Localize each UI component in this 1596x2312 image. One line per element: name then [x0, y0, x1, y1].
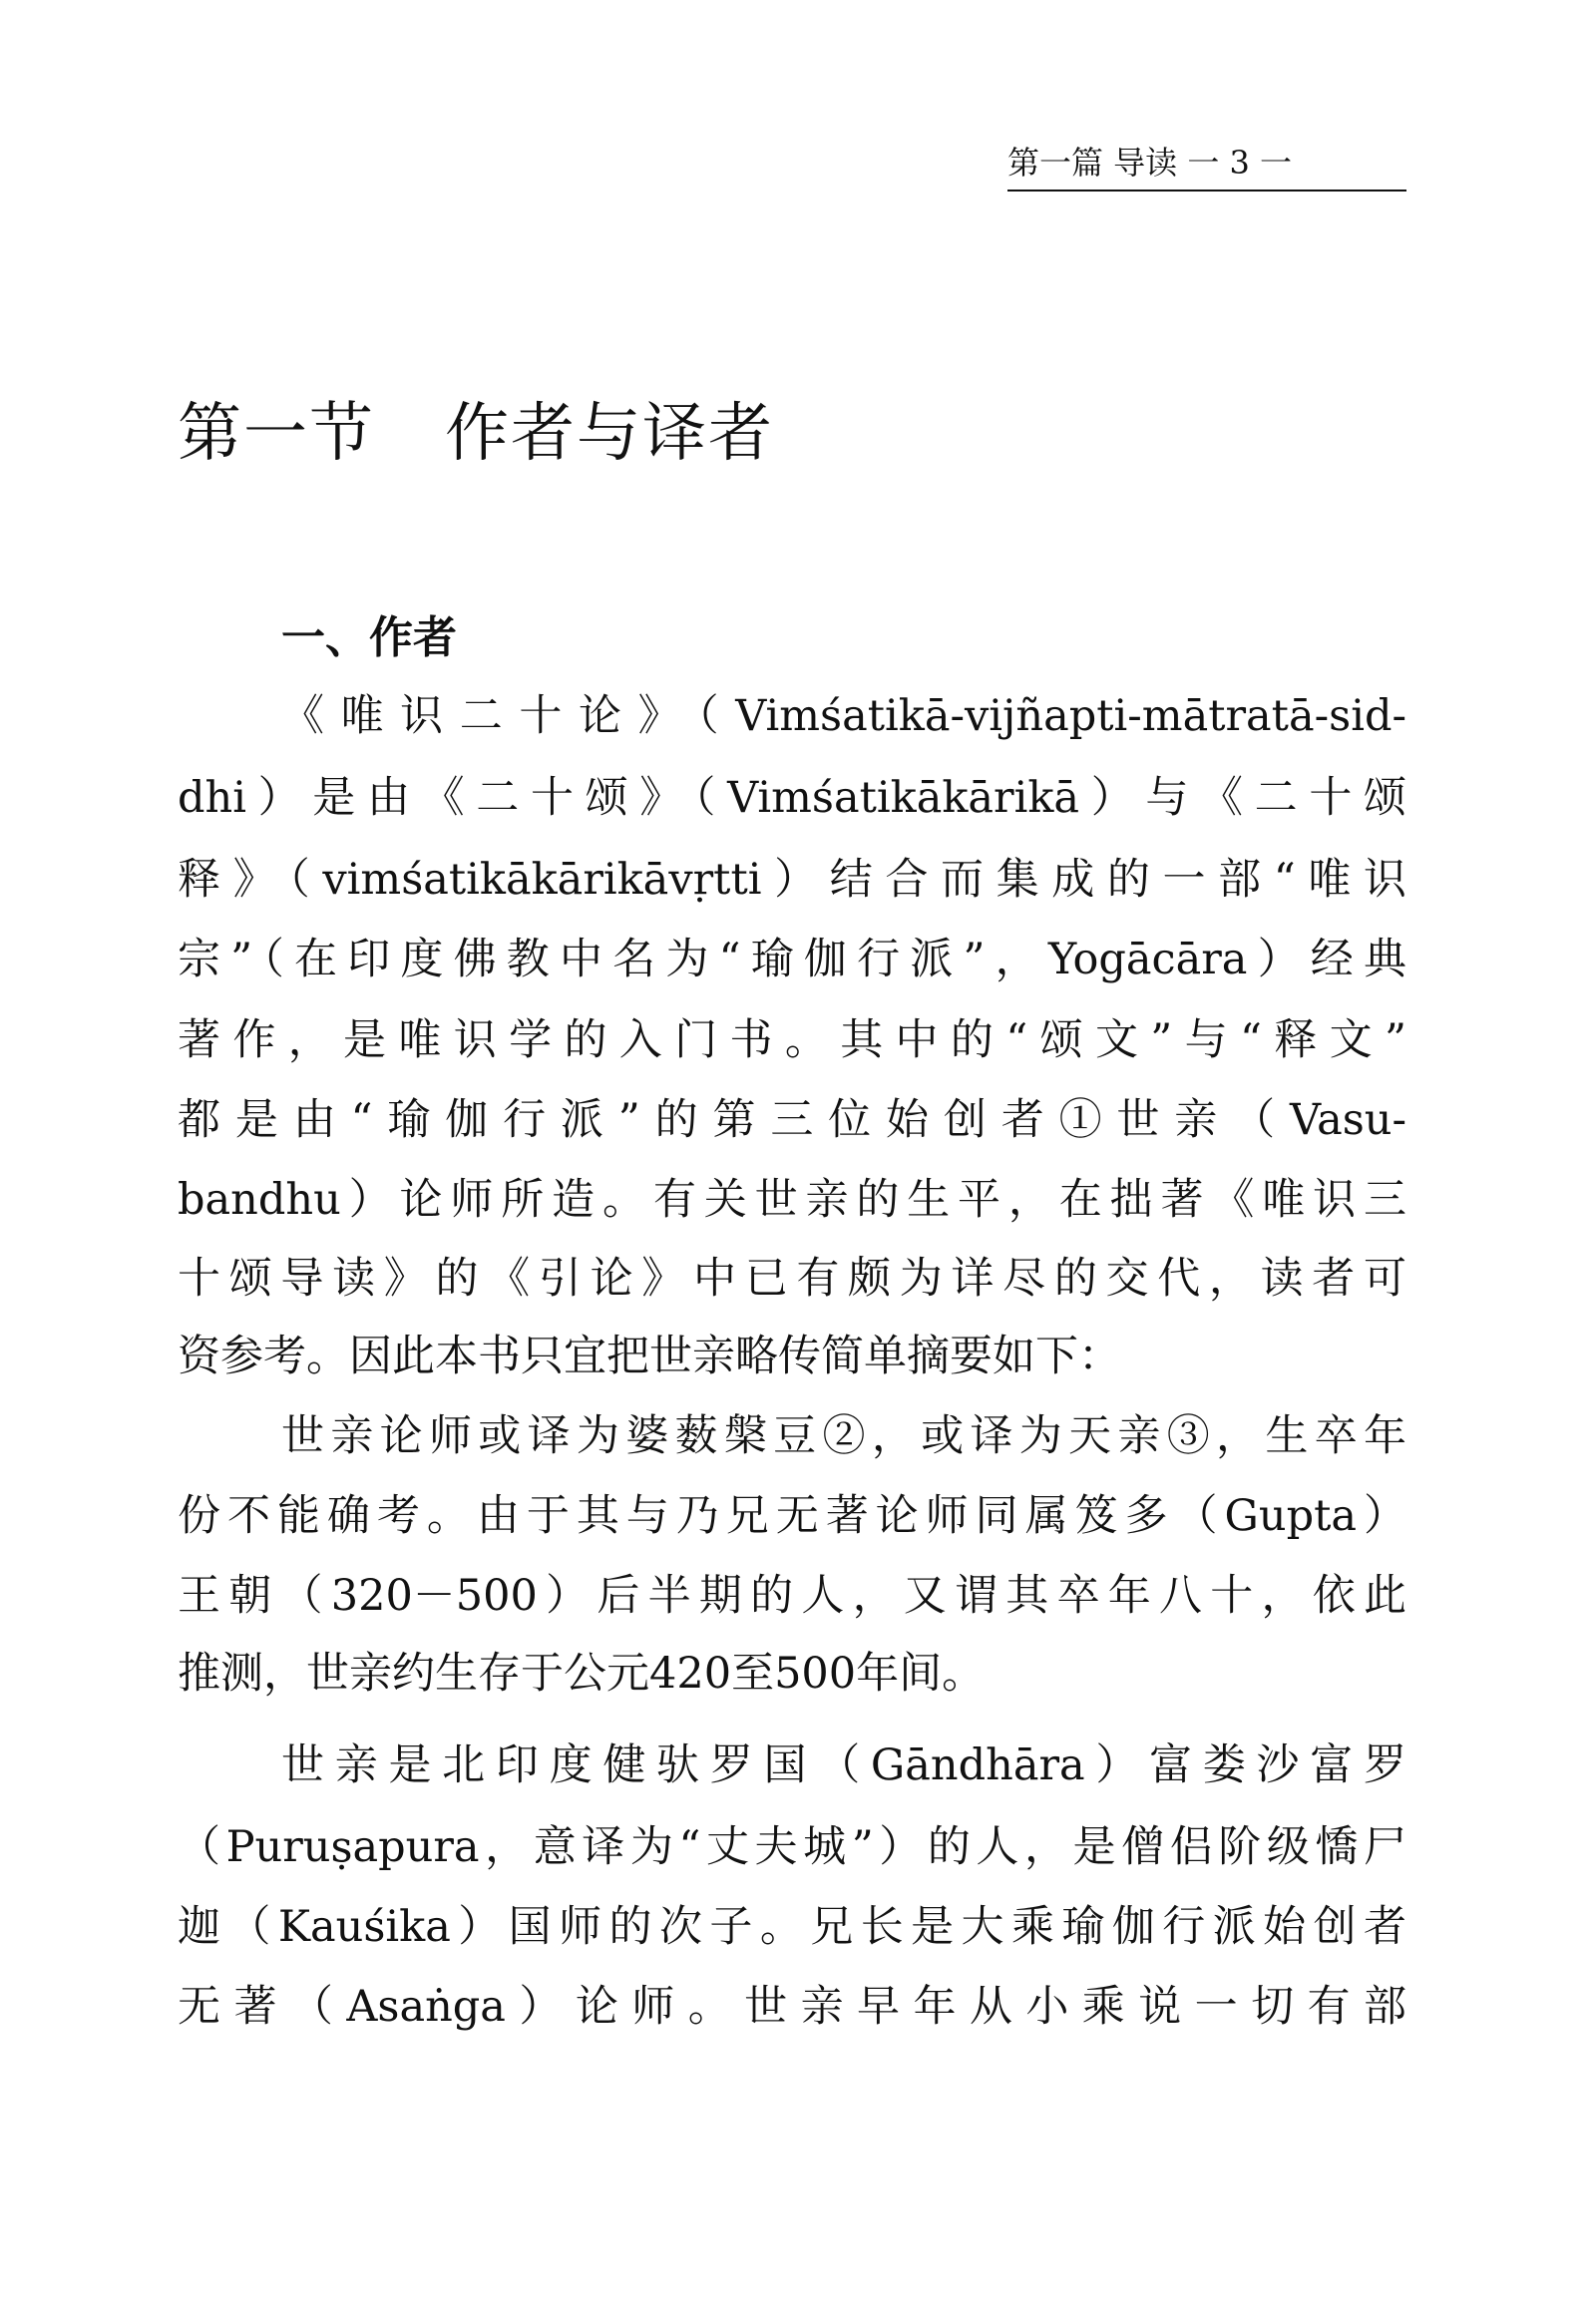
paragraph-line: 著作，是唯识学的入门书。其中的“颂文”与“释文”: [178, 1015, 1406, 1065]
paragraph-line: dhi）是由《二十颂》（Vimśatikākārikā）与《二十颂: [178, 773, 1406, 823]
paragraph-line: 《唯识二十论》（Vimśatikā-vijñapti-mātratā-sid-: [281, 691, 1406, 741]
paragraph-line: 王朝（320－500）后半期的人，又谓其卒年八十，依此: [178, 1571, 1406, 1621]
paragraph-line: 十颂导读》的《引论》中已有颇为详尽的交代，读者可: [178, 1254, 1406, 1304]
paragraph-line: 都是由“瑜伽行派”的第三位始创者①世亲（Vasu-: [178, 1095, 1406, 1145]
paragraph-line: 资参考。因此本书只宜把世亲略传简单摘要如下：: [178, 1332, 1121, 1381]
paragraph-line: 世亲是北印度健驮罗国（Gāndhāra）富娄沙富罗: [281, 1740, 1406, 1790]
running-header: 第一篇 导读 一 3 一: [1007, 144, 1293, 182]
paragraph-line: 无著（Asaṅga）论师。世亲早年从小乘说一切有部: [178, 1982, 1406, 2032]
section-number: 第一节: [178, 397, 375, 471]
section-heading-text: 作者与译者: [445, 397, 774, 471]
paragraph-line: （Puruṣapura，意译为“丈夫城”）的人，是僧侣阶级憍尸: [178, 1822, 1406, 1872]
paragraph-line: bandhu）论师所造。有关世亲的生平，在拙著《唯识三: [178, 1175, 1406, 1225]
paragraph-line: 迦（Kauśika）国师的次子。兄长是大乘瑜伽行派始创者: [178, 1902, 1406, 1952]
paragraph-line: 份不能确考。由于其与乃兄无著论师同属笈多（Gupta）: [178, 1491, 1406, 1541]
header-rule: [1007, 190, 1406, 192]
paragraph-line: 世亲论师或译为婆薮槃豆②，或译为天亲③，生卒年: [281, 1411, 1406, 1461]
paragraph-line: 释》（vimśatikākārikāvṛtti）结合而集成的一部“唯识: [178, 855, 1406, 905]
section-title: [178, 394, 774, 474]
paragraph-line: 推测，世亲约生存于公元420至500年间。: [178, 1649, 986, 1699]
paragraph-line: 宗”（在印度佛教中名为“瑜伽行派”，Yogācāra）经典: [178, 935, 1406, 984]
subsection-title: 一、作者: [281, 612, 457, 663]
